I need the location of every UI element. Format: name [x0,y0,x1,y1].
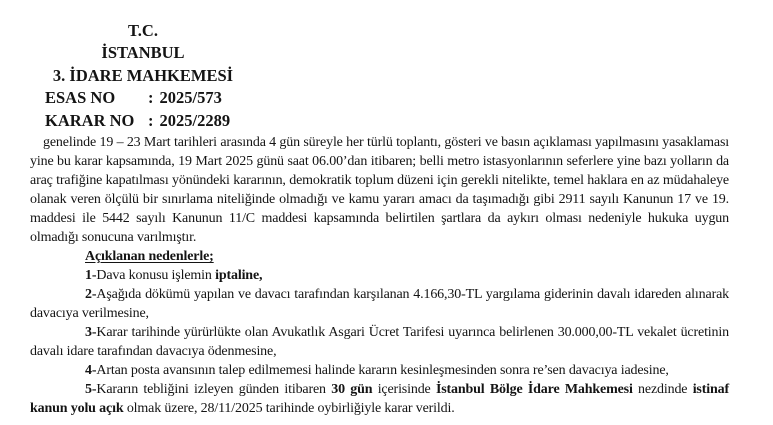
section-heading [85,247,729,266]
court-header [45,0,241,132]
decision-body [30,133,729,418]
ruling-item-4: 4-Artan posta avansının talep edilmemesi halinde kararın kesinleşmesinden sonra re’sen davacıya iadesine, [85,363,669,379]
esas-no-label: ESAS NO [45,88,116,108]
court-name: 3. İDARE MAHKEMESİ [52,65,234,85]
ruling-item-3: 3-Karar tarihinde yürürlükte olan Avukatlık Asgari Ücret Tarifesi uyarınca belirlenen 30.000,00-TL vekalet ücretinin davalı idare tarafından davacıya ödenmesine, [30,325,729,360]
esas-no-value: 2025/573 [159,88,222,108]
court-city: İSTANBUL [101,43,185,63]
karar-no-label: KARAR NO [45,110,135,130]
karar-no-value: 2025/2289 [159,110,231,130]
tc-abbreviation: T.C. [128,21,158,40]
ruling-item-5: 5-Kararın tebliğini izleyen günden itibaren 30 gün içerisinde İstanbul Bölge İdare Mahkemesi nezdinde istinaf kanun yolu açık olmak üzere, 28/11/2025 tarihinde oybirliğiyle karar verildi. [30,382,729,417]
ruling-reasoning-paragraph: genelinde 19 – 23 Mart tarihleri arasında 4 gün süreyle her türlü toplantı, gösteri ve basın açıklaması yapılmasını yasaklaması yine bu karar kapsamında, 19 Mart 2025 günü saat 06.00’dan itibaren; belli metro istasyonlarının seferlere yine bazı yolların da araç trafiğine kapatılması yönündeki kararının, demokratik toplum düzeni için gerekli nitelikte, temel haklara en az müdahaleye olanak veren ölçülü bir sınırlama niteliğinde olmadığı ve kamu yararı amacı da taşımadığı gibi 2911 sayılı Kanunun 17 ve 19. maddesi ile 5442 sayılı Kanunun 11/C maddesi kapsamında belirtilen şartlara da aykırı olması nedeniyle hukuka uygun olmadığı sonucuna varılmıştır. [30,135,729,246]
section-heading-text: Açıklanan nedenlerle; [85,249,214,265]
karar-no-row [45,110,241,132]
esas-no-colon: : [148,88,154,108]
esas-no-row [45,87,241,109]
karar-no-colon: : [148,110,154,130]
ruling-item-1: 1-Dava konusu işlemin iptaline, [85,268,263,284]
ruling-item-2: 2-Aşağıda dökümü yapılan ve davacı tarafından karşılanan 4.166,30-TL yargılama giderinin davalı idareden alınarak davacıya verilmesine, [30,287,729,322]
